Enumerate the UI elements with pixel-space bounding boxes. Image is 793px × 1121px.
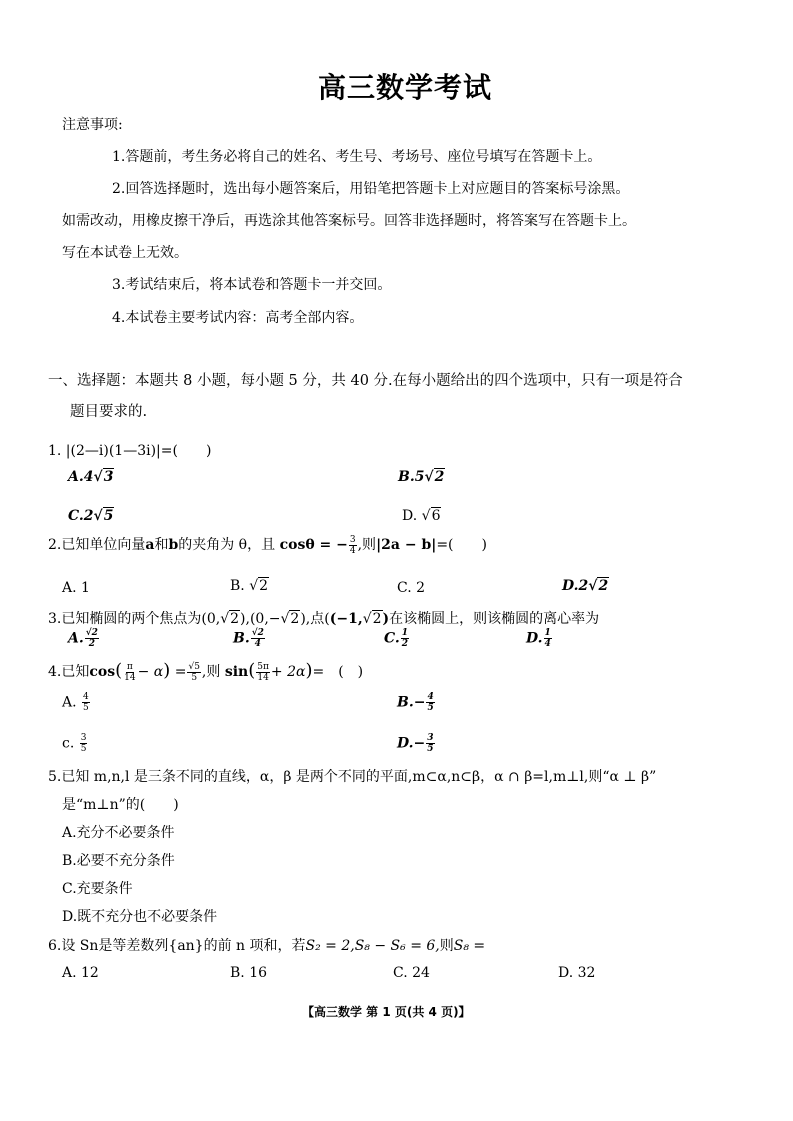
question-6-option-d: D. 32 bbox=[558, 965, 596, 981]
notice-item-2: 2.回答选择题时，选出每小题答案后，用铅笔把答题卡上对应题目的答案标号涂黑。 bbox=[112, 181, 630, 197]
notice-item-2-end: 写在本试卷上无效。 bbox=[62, 245, 188, 261]
question-3-option-a: A. $\frac{√2}{2}$ bbox=[68, 628, 98, 649]
notice-item-2-cont: 如需改动，用橡皮擦干净后，再选涂其他答案标号。回答非选择题时，将答案写在答题卡上。 bbox=[62, 213, 636, 229]
question-5-stem-cont: 是“m⊥n”的( ) bbox=[62, 797, 179, 813]
section-heading: 一、选择题：本题共 8 小题，每小题 5 分，共 40 分.在每小题给出的四个选项中，只有一项是符合 bbox=[48, 373, 683, 389]
page-footer: 【高三数学 第 1 页(共 4 页)】 bbox=[302, 1005, 471, 1019]
question-2-option-a: A. 1 bbox=[62, 580, 90, 596]
question-6-option-a: A. 12 bbox=[62, 965, 99, 981]
question-5-option-b: B.必要不充分条件 bbox=[62, 853, 175, 869]
question-5-stem: 5.已知 m,n,l 是三条不同的直线，α，β 是两个不同的平面,m⊂α,n⊂β，α ∩ β=l,m⊥l,则“α ⊥ β” bbox=[48, 769, 657, 785]
question-1-stem: 1. |(2—i)(1—3i)|=( ) bbox=[48, 443, 212, 459]
question-4-option-b: B.− $\frac{4}{5}$ bbox=[397, 692, 434, 713]
question-2-option-c: C. 2 bbox=[397, 580, 426, 596]
notice-item-3: 3.考试结束后，将本试卷和答题卡一并交回。 bbox=[112, 277, 392, 293]
question-1-option-b: B.5√2 bbox=[398, 469, 445, 485]
question-2-option-b: B. √2 bbox=[230, 578, 269, 594]
section-heading-cont: 题目要求的. bbox=[70, 404, 148, 420]
question-4-stem: 4.已知cos( $\frac{\pi}{14}$ − α) = $\frac{√5}{5}$ ,则 sin( $\frac{5\pi}{14}$ + 2α)= ( ) bbox=[48, 660, 364, 683]
notice-item-4: 4.本试卷主要考试内容：高考全部内容。 bbox=[112, 310, 364, 326]
question-3-option-b: B. $\frac{√2}{4}$ bbox=[233, 628, 264, 649]
question-1-option-c: C.2√5 bbox=[68, 508, 114, 524]
question-1-option-d: D. √6 bbox=[402, 508, 441, 524]
question-5-option-c: C.充要条件 bbox=[62, 881, 133, 897]
question-4-option-d: D.− $\frac{3}{5}$ bbox=[397, 733, 434, 754]
question-2-option-d: D.2√2 bbox=[562, 578, 609, 594]
question-6-option-c: C. 24 bbox=[393, 965, 430, 981]
notice-item-1: 1.答题前，考生务必将自己的姓名、考生号、考场号、座位号填写在答题卡上。 bbox=[112, 149, 602, 165]
question-3-stem: 3.已知椭圆的两个焦点为(0,√2),(0,−√2),点((−1,√2)在该椭圆上，则该椭圆的离心率为 bbox=[48, 611, 600, 627]
question-6-stem: 6.设 Sn是等差数列{an}的前 n 项和，若S₂ = 2,S₈ − S₆ = 6,则S₈ = bbox=[48, 938, 486, 954]
question-3-option-c: C. $\frac{1}{2}$ bbox=[384, 628, 409, 649]
question-5-option-a: A.充分不必要条件 bbox=[62, 825, 175, 841]
question-3-option-d: D. $\frac{1}{4}$ bbox=[526, 628, 551, 649]
question-5-option-d: D.既不充分也不必要条件 bbox=[62, 909, 218, 925]
question-6-option-b: B. 16 bbox=[230, 965, 268, 981]
question-4-option-a: A. $\frac{4}{5}$ bbox=[62, 692, 89, 713]
question-2-stem: 2.已知单位向量a和b的夹角为 θ，且 cosθ = − $\frac{3}{4}$ ,则|2a − b|=( ) bbox=[48, 534, 487, 556]
page-title: 高三数学考试 bbox=[318, 71, 493, 104]
question-4-option-c: c. $\frac{3}{5}$ bbox=[62, 733, 87, 754]
notice-heading: 注意事项: bbox=[62, 117, 123, 133]
question-1-option-a: A.4√3 bbox=[68, 469, 114, 485]
